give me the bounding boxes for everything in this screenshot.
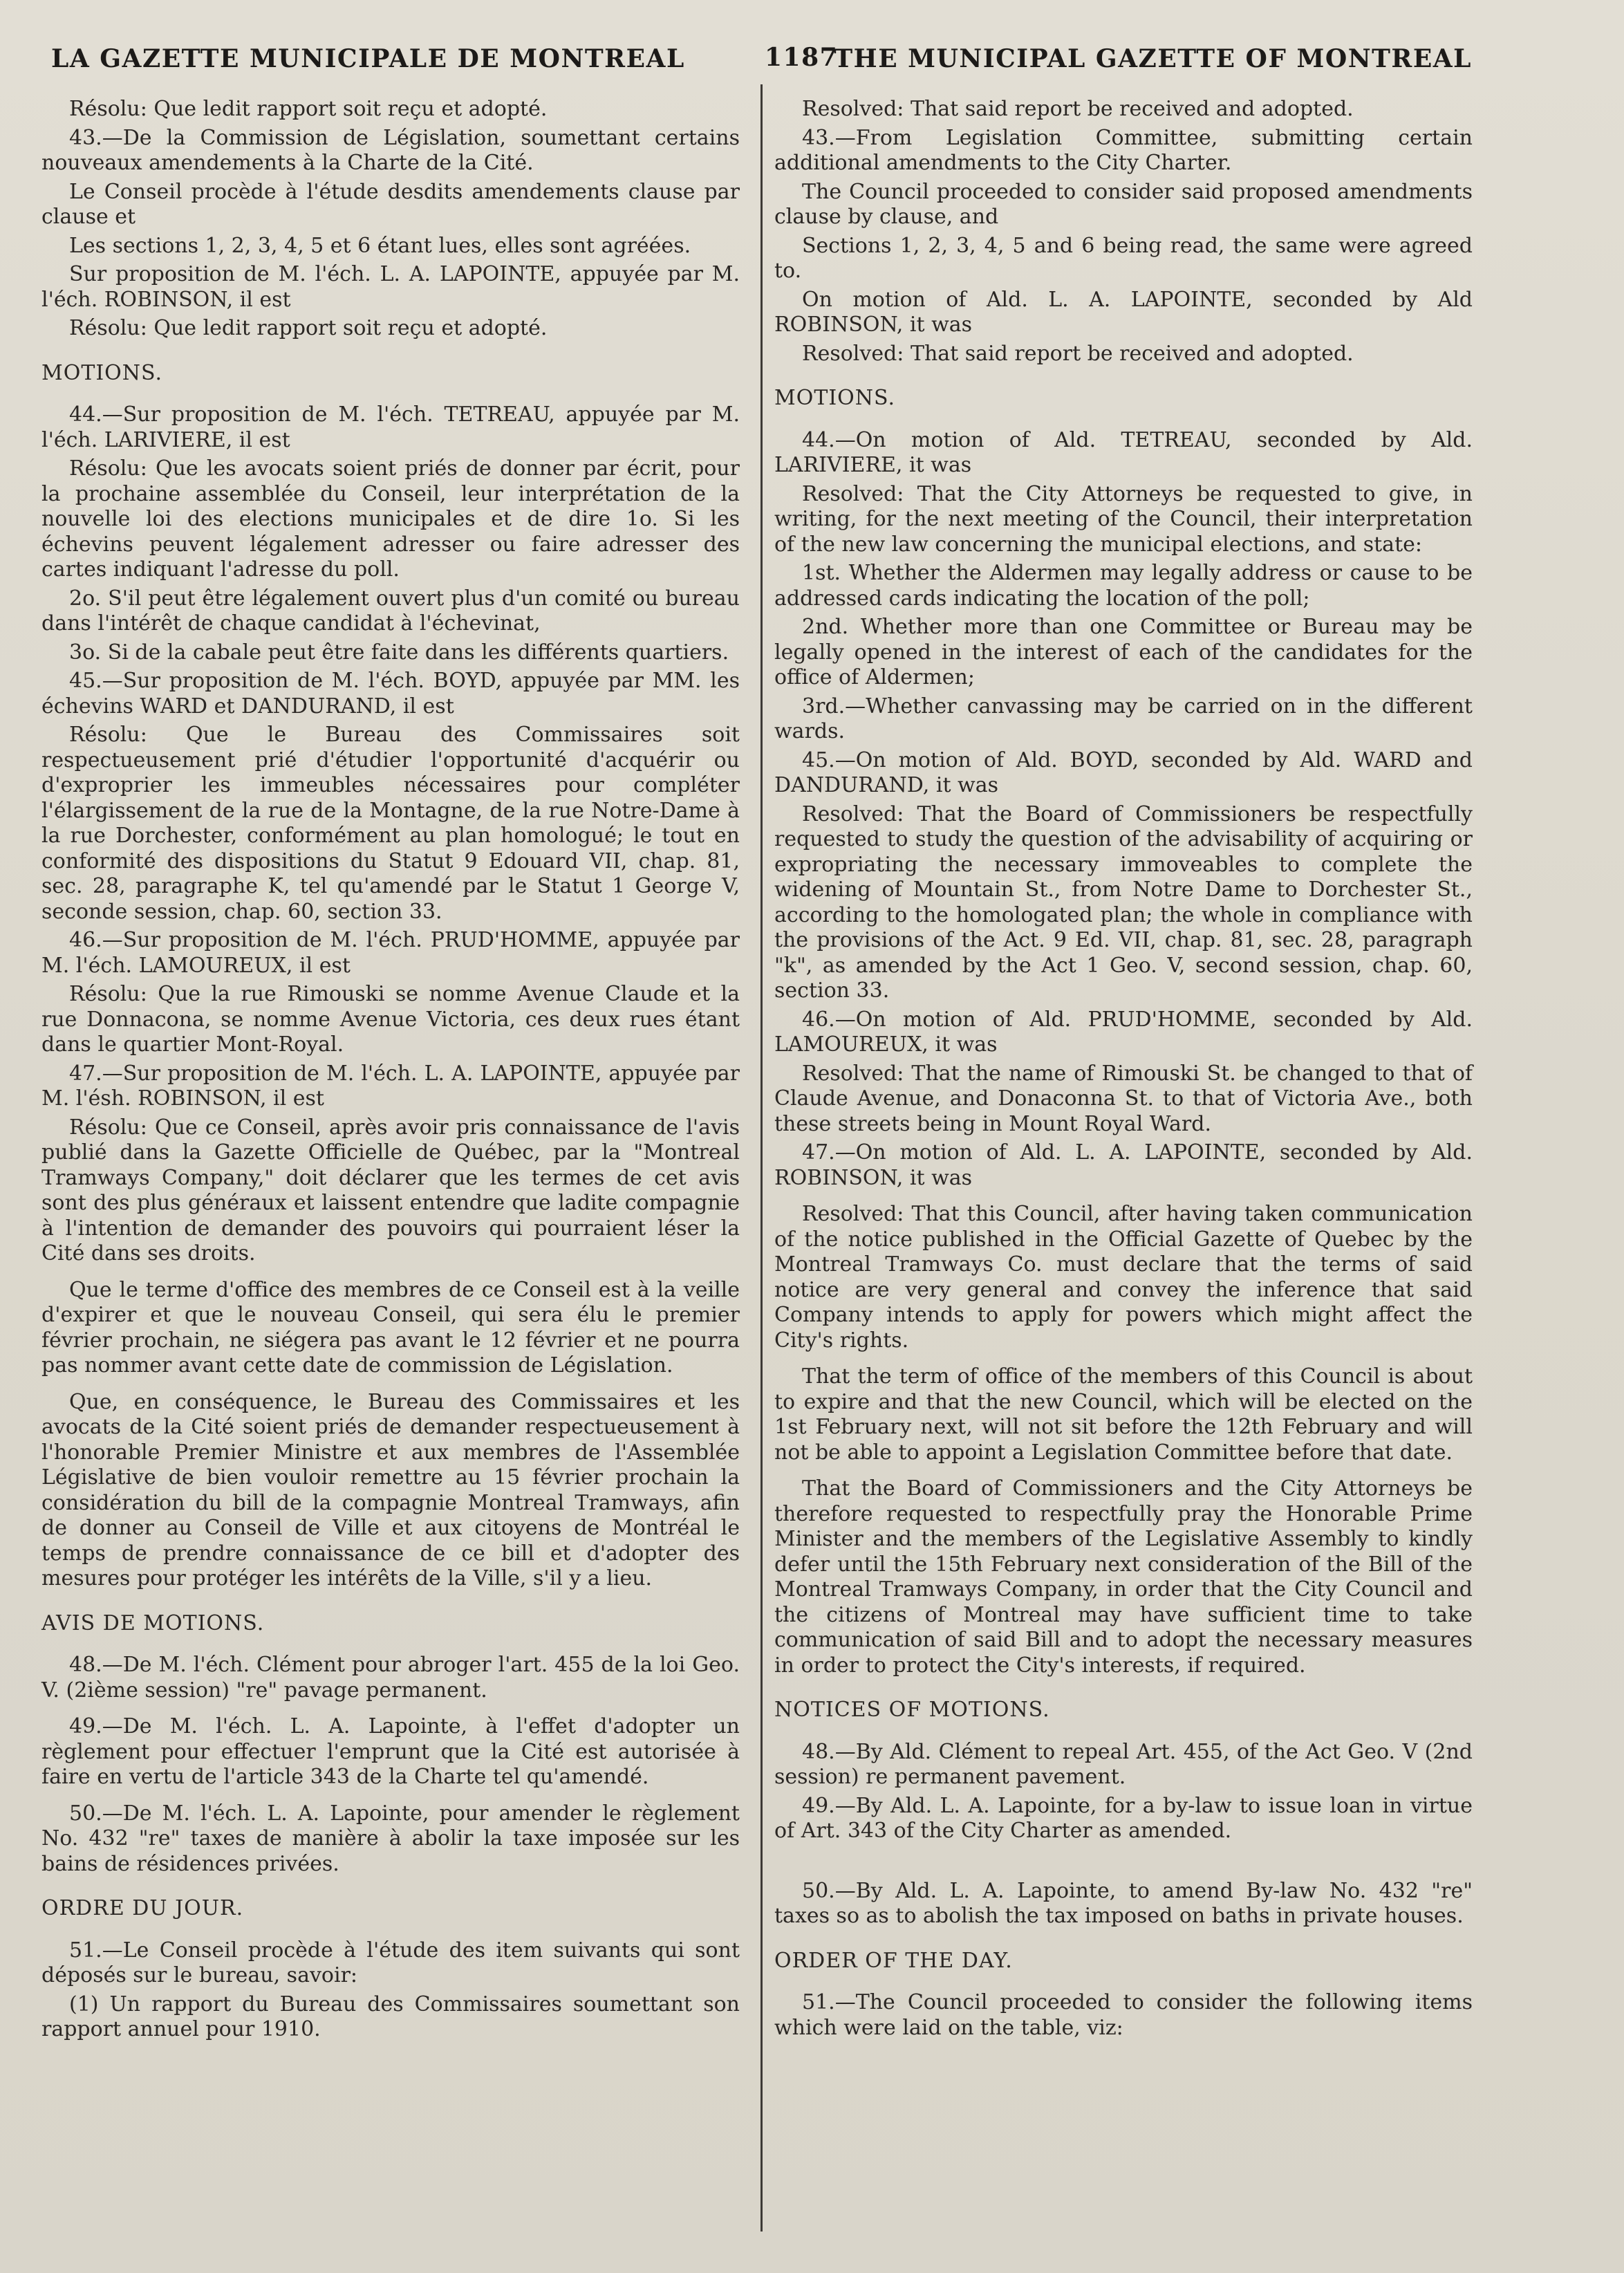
paragraph: Resolved: That the name of Rimouski St. be changed to that of Claude Avenue, and Donaconna St. to that of Victoria Ave., both these streets being in Mount Royal Ward. [774, 1061, 1473, 1136]
paragraph: Les sections 1, 2, 3, 4, 5 et 6 étant lues, elles sont agréées. [69, 233, 691, 258]
paragraph: Resolved: That said report be received and adopted. [802, 341, 1354, 366]
paragraph: 49.—De M. l'éch. L. A. Lapointe, à l'effet d'adopter un règlement pour effectuer l'emprunt que la Cité est autorisée à faire en vertu de l'article 343 de la Charte tel qu'amendé. [41, 1714, 740, 1789]
paragraph: 50.—De M. l'éch. L. A. Lapointe, pour amender le règlement No. 432 "re" taxes de manière à abolir la taxe imposée sur les bains de résidences privées. [41, 1801, 740, 1876]
paragraph: 45.—On motion of Ald. BOYD, seconded by Ald. WARD and DANDURAND, it was [774, 748, 1473, 797]
paragraph: 46.—Sur proposition de M. l'éch. PRUD'HOMME, appuyée par M. l'éch. LAMOUREUX, il est [41, 928, 740, 978]
section-heading-motions: MOTIONS. [774, 386, 896, 410]
paragraph: Résolu: Que les avocats soient priés de donner par écrit, pour la prochaine assemblée du Conseil, leur interprétation de la nouvelle loi des elections municipales et de dire 1o. Si les échevins peuvent légalement adresser ou faire adresser des cartes indiquant l'adresse du poll. [41, 456, 740, 582]
paragraph: 48.—By Ald. Clément to repeal Art. 455, of the Act Geo. V (2nd session) re permanent pavement. [774, 1739, 1473, 1789]
french-column [41, 97, 740, 2046]
paragraph: Resolved: That the Board of Commissioners be respectfully requested to study the question of the advisability of acquiring or expropriating the necessary immoveables to complete the widening of Mountain St., from Notre Dame to Dorchester St., according to the homologated plan; the whole in compliance with the provisions of the Act. 9 Ed. VII, chap. 81, sec. 28, paragraph "k", as amended by the Act 1 Geo. V, second session, chap. 60, section 33. [774, 801, 1473, 1003]
paragraph: 3rd.—Whether canvassing may be carried on in the different wards. [774, 694, 1473, 743]
page-header [51, 37, 1472, 79]
paragraph: That the Board of Commissioners and the City Attorneys be therefore requested to respectfully pray the Honorable Prime Minister and the members of the Legislative Assembly to kindly defer until the 15th February next consideration of the Bill of the Montreal Tramways Company, in order that the City Council and the citizens of Montreal may have sufficient time to take communication of said Bill and to adopt the necessary measures in order to protect the City's interests, if required. [774, 1476, 1473, 1678]
paragraph: Le Conseil procède à l'étude desdits amendements clause par clause et [41, 179, 740, 229]
paragraph: Résolu: Que ledit rapport soit reçu et adopté. [69, 97, 548, 121]
paragraph: 2nd. Whether more than one Committee or Bureau may be legally opened in the interest of each of the candidates for the office of Aldermen; [774, 615, 1473, 689]
english-column [774, 97, 1473, 2044]
paragraph: 2o. S'il peut être légalement ouvert plus d'un comité ou bureau dans l'intérêt de chaque candidat à l'échevinat, [41, 586, 740, 635]
paragraph: 45.—Sur proposition de M. l'éch. BOYD, appuyée par MM. les échevins WARD et DANDURAND, il est [41, 669, 740, 718]
paragraph: 44.—On motion of Ald. TETREAU, seconded by Ald. LARIVIERE, it was [774, 427, 1473, 477]
paragraph: Résolu: Que la rue Rimouski se nomme Avenue Claude et la rue Donnacona, se nomme Avenue Victoria, ces deux rues étant dans le quartier Mont-Royal. [41, 982, 740, 1057]
column-divider [760, 84, 763, 2232]
paragraph: 48.—De M. l'éch. Clément pour abroger l'art. 455 de la loi Geo. V. (2ième session) "re" pavage permanent. [41, 1653, 740, 1703]
paragraph: The Council proceeded to consider said proposed amendments clause by clause, and [774, 179, 1473, 229]
paragraph: Résolu: Que ce Conseil, après avoir pris connaissance de l'avis publié dans la Gazette Officielle de Québec, par la "Montreal Tramways Company," doit déclarer que les termes de cet avis sont des plus généraux et laissent entendre que ladite compagnie à l'intention de demander des pouvoirs qui pourraient léser la Cité dans ses droits. [41, 1115, 740, 1265]
paragraph: Sections 1, 2, 3, 4, 5 and 6 being read, the same were agreed to. [774, 233, 1473, 283]
paragraph: 46.—On motion of Ald. PRUD'HOMME, seconded by Ald. LAMOUREUX, it was [774, 1007, 1473, 1057]
section-heading-order: ORDER OF THE DAY. [774, 1948, 1013, 1973]
paragraph: Resolved: That said report be received and adopted. [802, 97, 1354, 121]
section-heading-notices: NOTICES OF MOTIONS. [774, 1698, 1050, 1722]
paragraph: On motion of Ald. L. A. LAPOINTE, seconded by Ald ROBINSON, it was [774, 287, 1473, 337]
header-title-english: THE MUNICIPAL GAZETTE OF MONTREAL [834, 44, 1472, 73]
paragraph: 49.—By Ald. L. A. Lapointe, for a by-law to issue loan in virtue of Art. 343 of the City Charter as amended. [774, 1793, 1473, 1843]
paragraph: 43.—De la Commission de Législation, soumettant certains nouveaux amendements à la Charte de la Cité. [41, 125, 740, 175]
page-number: 1187 [765, 43, 839, 72]
section-heading-motions: MOTIONS. [41, 360, 163, 385]
paragraph: 44.—Sur proposition de M. l'éch. TETREAU, appuyée par M. l'éch. LARIVIERE, il est [41, 402, 740, 452]
paragraph: 1st. Whether the Aldermen may legally address or cause to be addressed cards indicating the location of the poll; [774, 561, 1473, 611]
paragraph: Resolved: That this Council, after having taken communication of the notice published in the Official Gazette of Quebec by the Montreal Tramways Co. must declare that the terms of said notice are very general and convey the inference that said Company intends to apply for powers which might affect the City's rights. [774, 1202, 1473, 1353]
paragraph: That the term of office of the members of this Council is about to expire and that the new Council, which will be elected on the 1st February next, will not sit before the 12th February and will not be able to appoint a Legislation Committee before that date. [774, 1364, 1473, 1465]
header-title-french: LA GAZETTE MUNICIPALE DE MONTREAL [51, 44, 685, 73]
section-heading-ordre: ORDRE DU JOUR. [41, 1896, 244, 1920]
paragraph: Que le terme d'office des membres de ce Conseil est à la veille d'expirer et que le nouveau Conseil, qui sera élu le premier février prochain, ne siégera pas avant le 12 février et ne pourra pas nommer avant cette date de commission de Législation. [41, 1277, 740, 1377]
paragraph: 47.—On motion of Ald. L. A. LAPOINTE, seconded by Ald. ROBINSON, it was [774, 1140, 1473, 1190]
paragraph: (1) Un rapport du Bureau des Commissaires soumettant son rapport annuel pour 1910. [41, 1992, 740, 2041]
paragraph: 51.—Le Conseil procède à l'étude des item suivants qui sont déposés sur le bureau, savoir: [41, 1938, 740, 1987]
paragraph: Que, en conséquence, le Bureau des Commissaires et les avocats de la Cité soient priés de demander respectueusement à l'honorable Premier Ministre et aux membres de l'Assemblée Législative de bien vouloir remettre au 15 février prochain la considération du bill de la compagnie Montreal Tramways, afin de donner au Conseil de Ville et aux citoyens de Montréal le temps de prendre connaissance de ce bill et d'adopter des mesures pour protéger les intérêts de la Ville, s'il y a lieu. [41, 1389, 740, 1590]
paragraph: 3o. Si de la cabale peut être faite dans les différents quartiers. [69, 640, 729, 665]
paragraph: Résolu: Que le Bureau des Commissaires soit respectueusement prié d'étudier l'opportunité d'acquérir ou d'exproprier les immeubles nécessaires pour compléter l'élargissement de la rue de la Montagne, de la rue Notre-Dame à la rue Dorchester, conformément au plan homologué; le tout en conformité des dispositions du Statut 9 Edouard VII, chap. 81, sec. 28, paragraphe K, tel qu'amendé par le Statut 1 George V, seconde session, chap. 60, section 33. [41, 723, 740, 924]
paragraph: Sur proposition de M. l'éch. L. A. LAPOINTE, appuyée par M. l'éch. ROBINSON, il est [41, 262, 740, 312]
section-heading-avis: AVIS DE MOTIONS. [41, 1611, 265, 1635]
paragraph: Resolved: That the City Attorneys be requested to give, in writing, for the next meeting of the Council, their interpretation of the new law concerning the municipal elections, and state: [774, 481, 1473, 557]
paragraph: 51.—The Council proceeded to consider the following items which were laid on the table, viz: [774, 1990, 1473, 2040]
paragraph: 47.—Sur proposition de M. l'éch. L. A. LAPOINTE, appuyée par M. l'ésh. ROBINSON, il est [41, 1061, 740, 1111]
paragraph: 50.—By Ald. L. A. Lapointe, to amend By-law No. 432 "re" taxes so as to abolish the tax imposed on baths in private houses. [774, 1878, 1473, 1928]
paragraph: 43.—From Legislation Committee, submitting certain additional amendments to the City Charter. [774, 125, 1473, 175]
paragraph: Résolu: Que ledit rapport soit reçu et adopté. [69, 316, 548, 340]
